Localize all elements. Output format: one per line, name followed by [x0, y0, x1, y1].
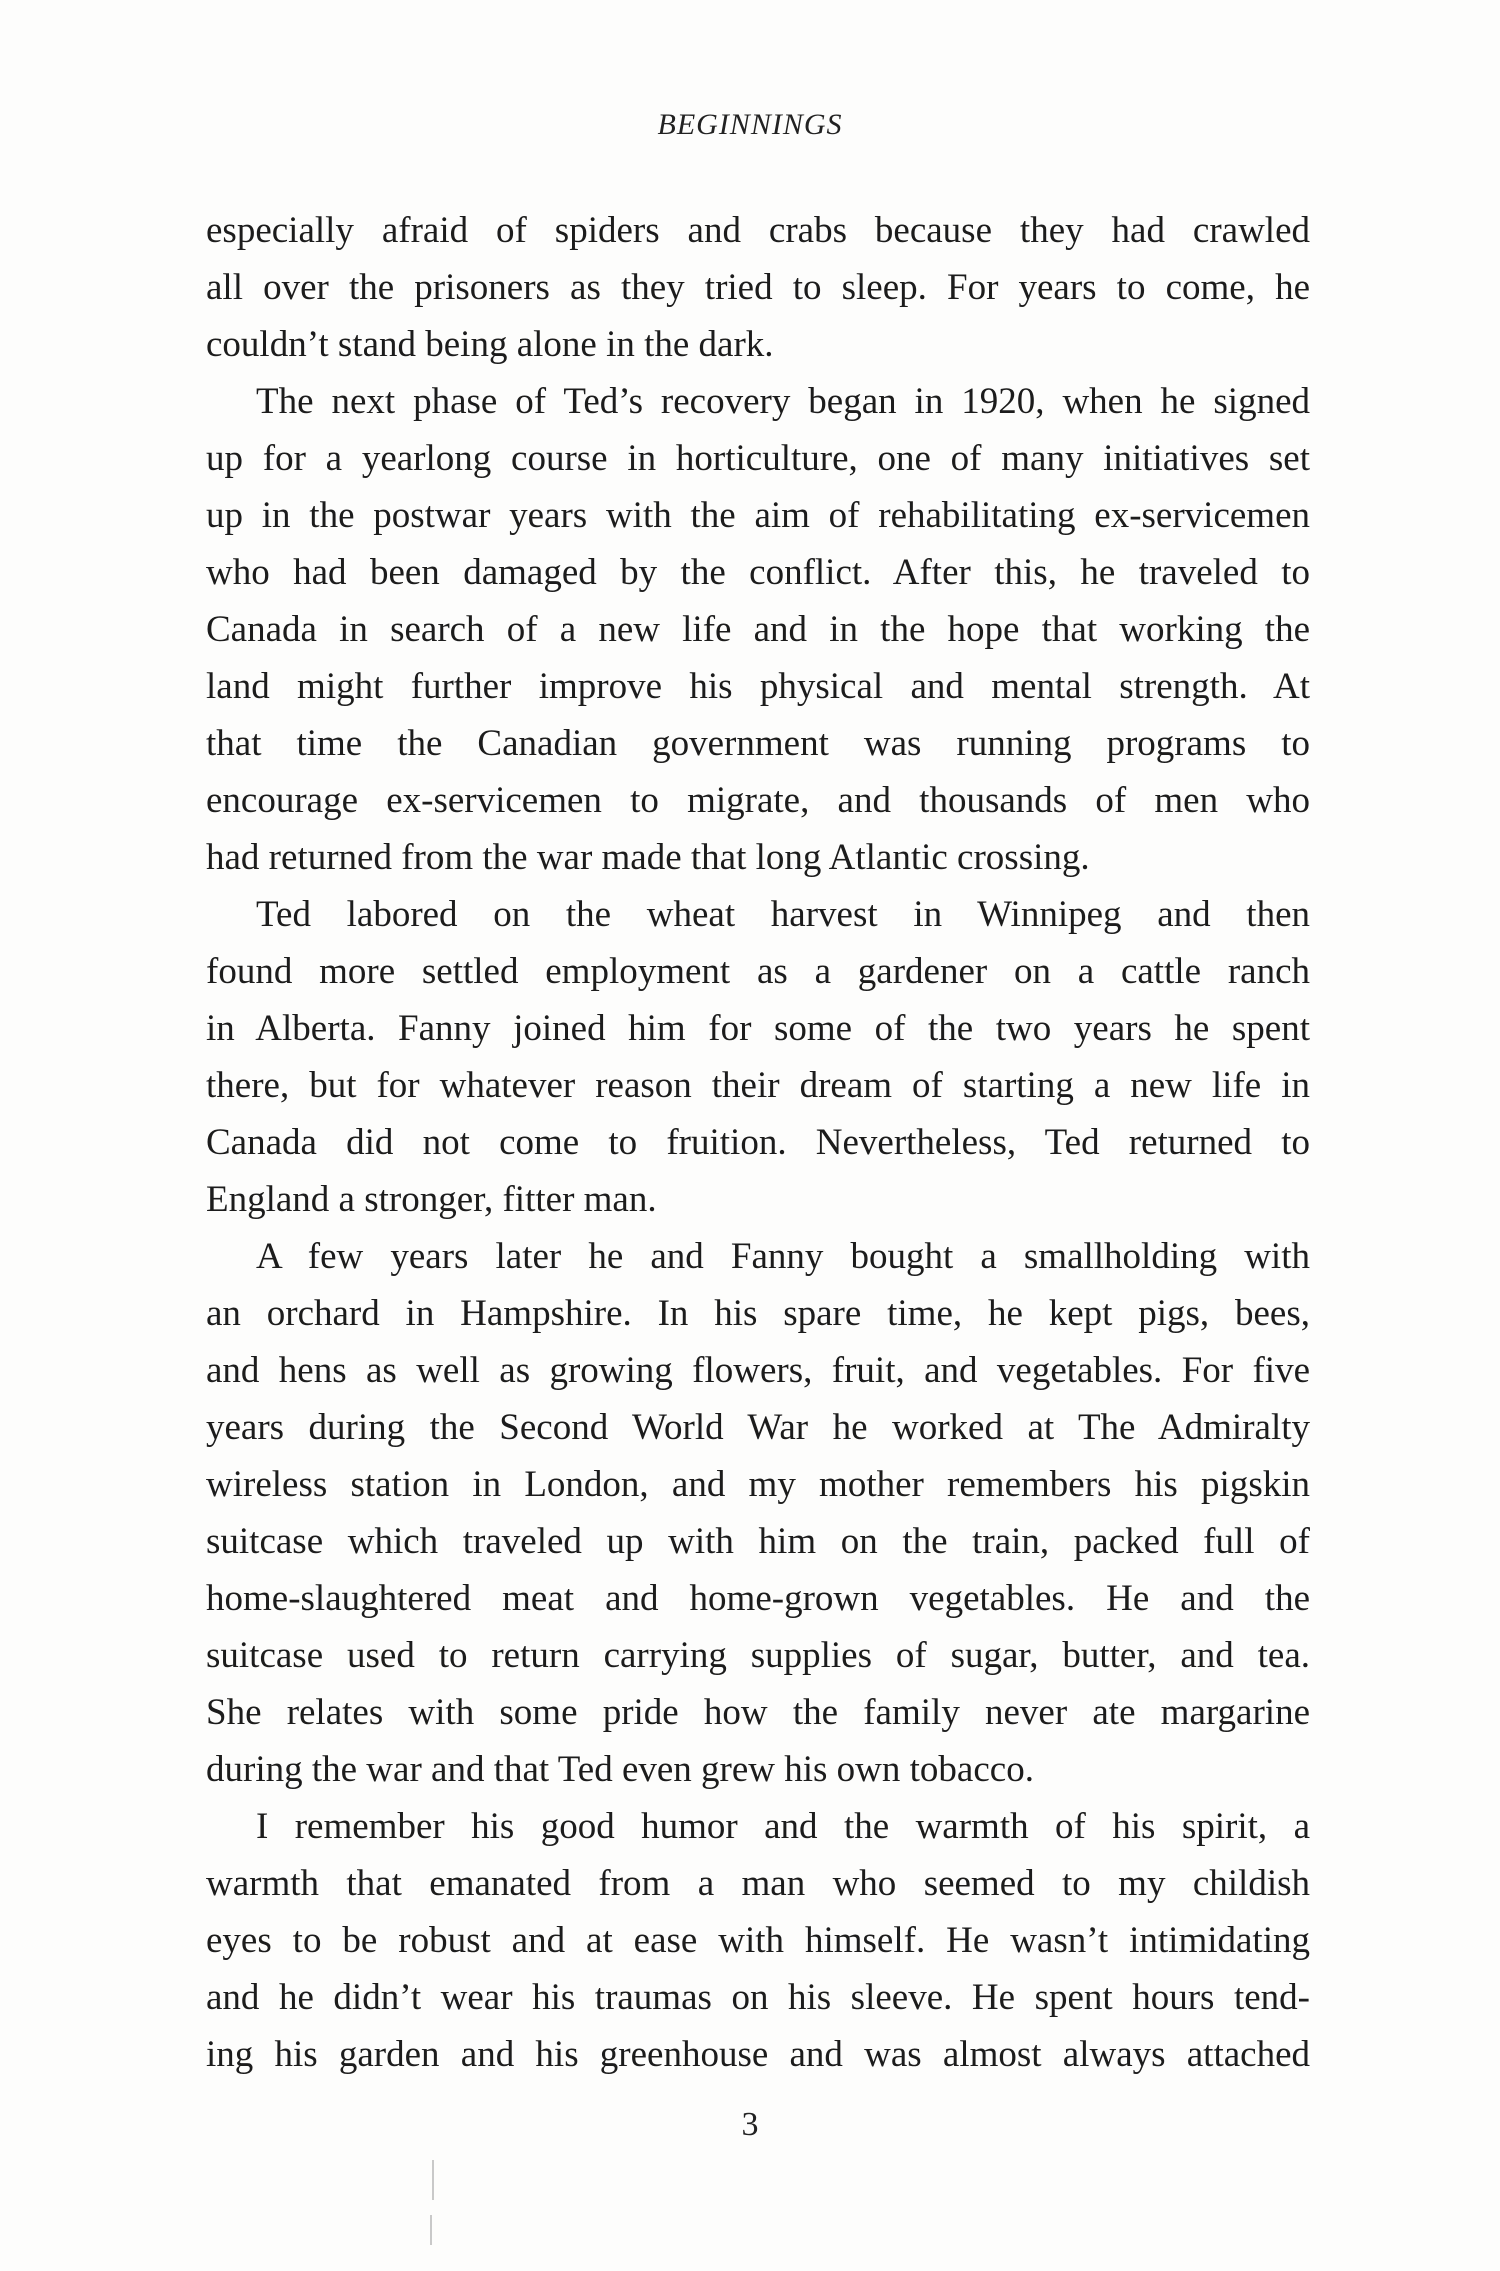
text-line: up in the postwar years with the aim of rehabilitating ex-servicemen	[206, 495, 1310, 536]
text-line: up for a yearlong course in horticulture, one of many initiatives set	[206, 438, 1310, 479]
body-text	[206, 202, 1310, 2083]
text-line: who had been damaged by the conflict. After this, he traveled to	[206, 552, 1310, 593]
text-line: and he didn’t wear his traumas on his sleeve. He spent hours tend-	[206, 1977, 1310, 2018]
paragraph-first-line: A few years later he and Fanny bought a smallholding with	[256, 1236, 1310, 1277]
text-line: encourage ex-servicemen to migrate, and thousands of men who	[206, 780, 1310, 821]
text-line: England a stronger, fitter man.	[206, 1179, 657, 1220]
scan-artifact	[432, 2160, 434, 2200]
text-line: suitcase which traveled up with him on the train, packed full of	[206, 1521, 1310, 1562]
scan-artifact	[430, 2215, 432, 2245]
text-line: eyes to be robust and at ease with himself. He wasn’t intimidating	[206, 1920, 1310, 1961]
text-line: there, but for whatever reason their dream of starting a new life in	[206, 1065, 1310, 1106]
paragraph-first-line: I remember his good humor and the warmth of his spirit, a	[256, 1806, 1310, 1847]
page-number: 3	[741, 2106, 759, 2143]
paragraph-first-line: Ted labored on the wheat harvest in Winnipeg and then	[256, 894, 1310, 935]
text-line: suitcase used to return carrying supplies of sugar, butter, and tea.	[206, 1635, 1310, 1676]
text-line: home-slaughtered meat and home-grown vegetables. He and the	[206, 1578, 1310, 1619]
text-line: years during the Second World War he worked at The Admiralty	[206, 1407, 1310, 1448]
running-head: BEGINNINGS	[657, 108, 843, 141]
text-line: Canada did not come to fruition. Nevertheless, Ted returned to	[206, 1122, 1310, 1163]
text-line: an orchard in Hampshire. In his spare time, he kept pigs, bees,	[206, 1293, 1310, 1334]
text-line: wireless station in London, and my mother remembers his pigskin	[206, 1464, 1310, 1505]
paragraph-first-line: The next phase of Ted’s recovery began in 1920, when he signed	[256, 381, 1310, 422]
text-line: in Alberta. Fanny joined him for some of the two years he spent	[206, 1008, 1310, 1049]
text-line: found more settled employment as a gardener on a cattle ranch	[206, 951, 1310, 992]
text-line: She relates with some pride how the family never ate margarine	[206, 1692, 1310, 1733]
text-line: during the war and that Ted even grew his own tobacco.	[206, 1749, 1034, 1790]
text-line: that time the Canadian government was running programs to	[206, 723, 1310, 764]
text-line: couldn’t stand being alone in the dark.	[206, 324, 774, 365]
text-line: warmth that emanated from a man who seemed to my childish	[206, 1863, 1310, 1904]
text-line: and hens as well as growing flowers, fruit, and vegetables. For five	[206, 1350, 1310, 1391]
text-line: all over the prisoners as they tried to sleep. For years to come, he	[206, 267, 1310, 308]
text-line: land might further improve his physical and mental strength. At	[206, 666, 1310, 707]
text-line: Canada in search of a new life and in the hope that working the	[206, 609, 1310, 650]
text-line: ing his garden and his greenhouse and was almost always attached	[206, 2034, 1310, 2075]
text-line: especially afraid of spiders and crabs because they had crawled	[206, 210, 1310, 251]
text-line: had returned from the war made that long Atlantic crossing.	[206, 837, 1090, 878]
